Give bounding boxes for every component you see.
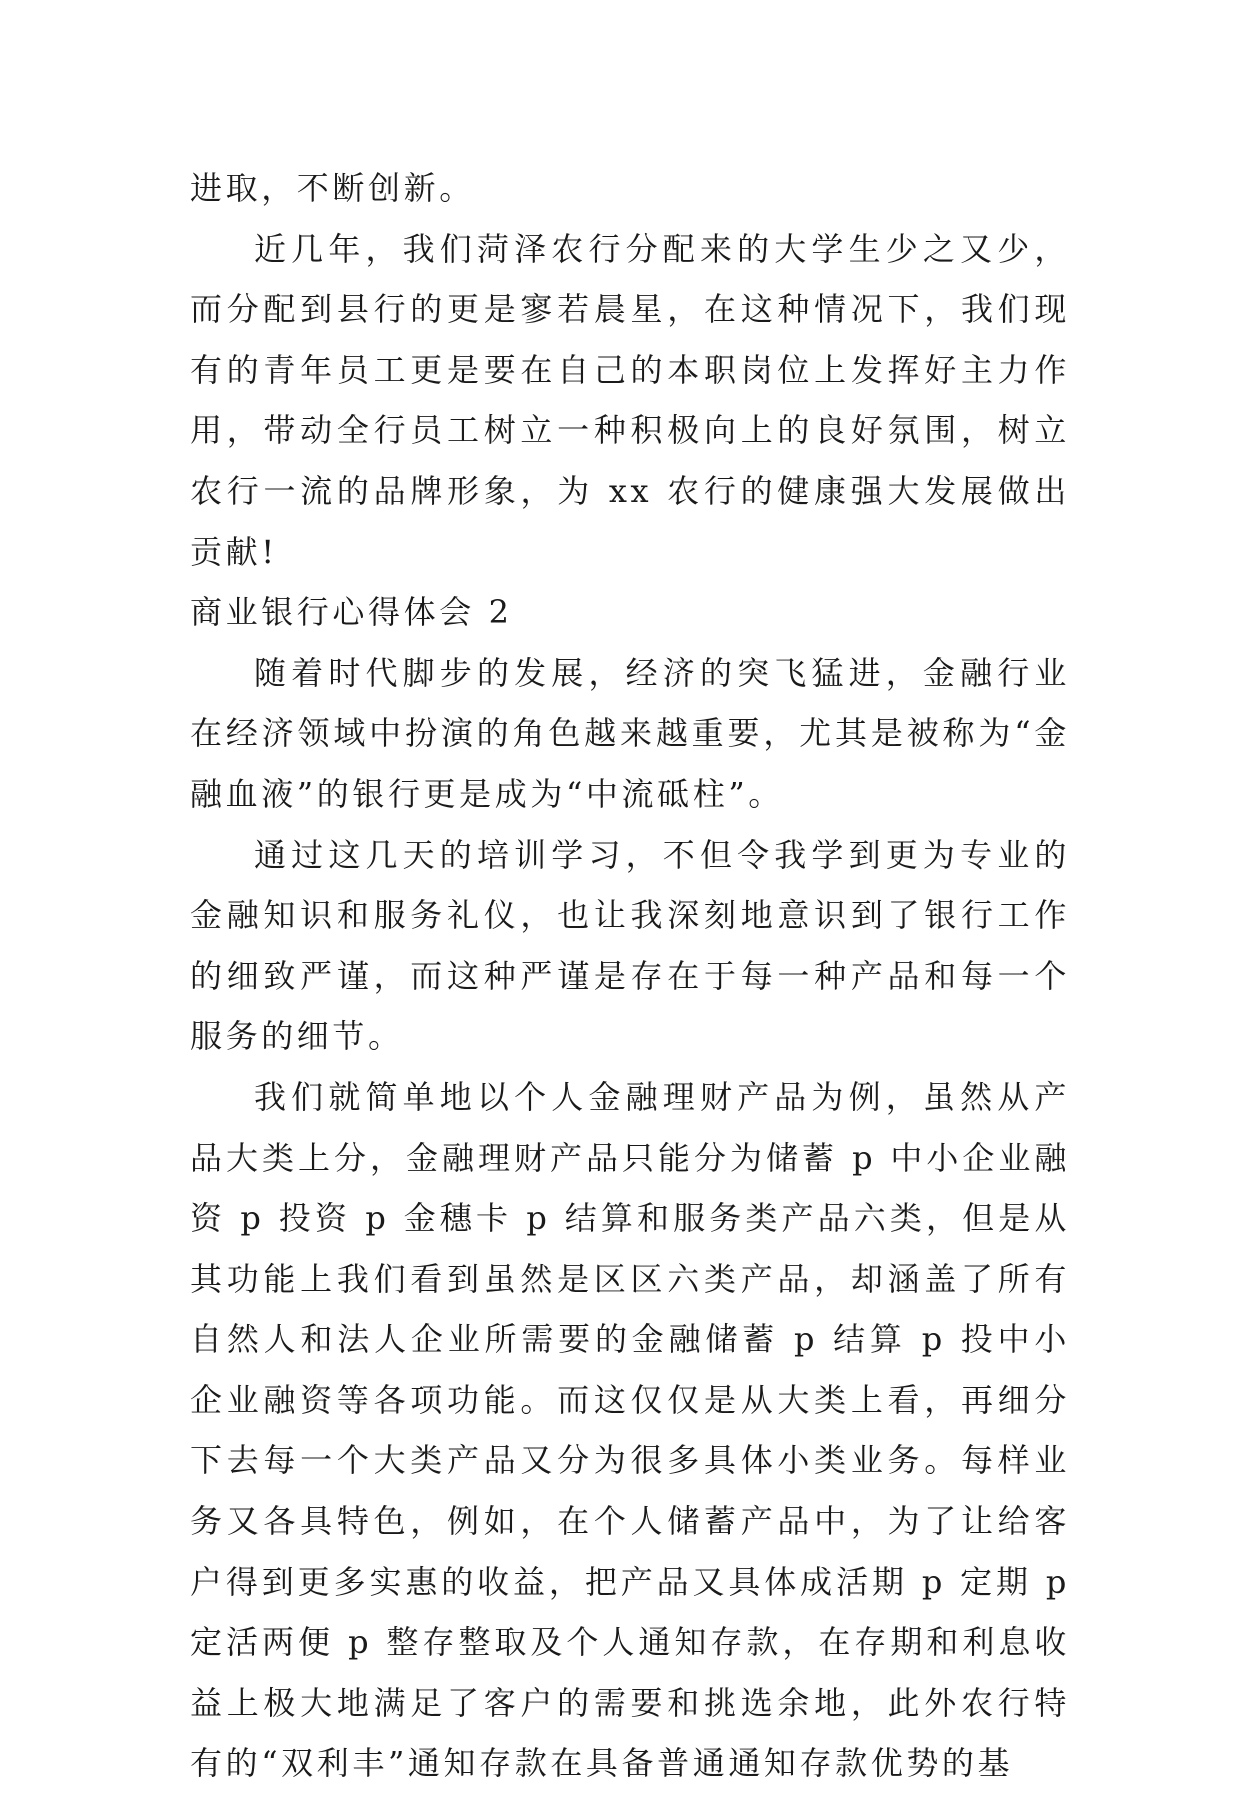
continuation-paragraph: 进取，不断创新。 [190, 169, 475, 207]
section-heading: 商业银行心得体会 2 [190, 593, 513, 632]
paragraph-1: 近几年，我们菏泽农行分配来的大学生少之又少，而分配到县行的更是寥若晨星，在这种情况下，我们现有的青年员工更是要在自己的本职岗位上发挥好主力作用，带动全行员工树立一种积极向上的良好氛围，树立农行一流的品牌形象，为 xx 农行的健康强大发展做出贡献! [190, 229, 1070, 571]
paragraph-3: 通过这几天的培训学习，不但令我学到更为专业的金融知识和服务礼仪，也让我深刻地意识到了银行工作的细致严谨，而这种严谨是存在于每一种产品和每一个服务的细节。 [190, 835, 1070, 1056]
document-body [190, 158, 1070, 1794]
paragraph-4: 我们就简单地以个人金融理财产品为例，虽然从产品大类上分，金融理财产品只能分为储蓄 p 中小企业融资 p 投资 p 金穗卡 p 结算和服务类产品六类，但是从其功能上我们看到虽然是区区六类产品，却涵盖了所有自然人和法人企业所需要的金融储蓄 p 结算 p 投中小企业融资等各项功能。而这仅仅是从大类上看，再细分下去每一个大类产品又分为很多具体小类业务。每样业务又各具特色，例如，在个人储蓄产品中，为了让给客户得到更多实惠的收益，把产品又具体成活期 p 定期 p 定活两便 p 整存整取及个人通知存款，在存期和利息收益上极大地满足了客户的需要和挑选余地，此外农行特有的“双利丰”通知存款在具备普通通知存款优势的基 [190, 1077, 1070, 1783]
paragraph-2: 随着时代脚步的发展，经济的突飞猛进，金融行业在经济领域中扮演的角色越来越重要，尤其是被称为“金融血液”的银行更是成为“中流砥柱”。 [190, 653, 1070, 813]
